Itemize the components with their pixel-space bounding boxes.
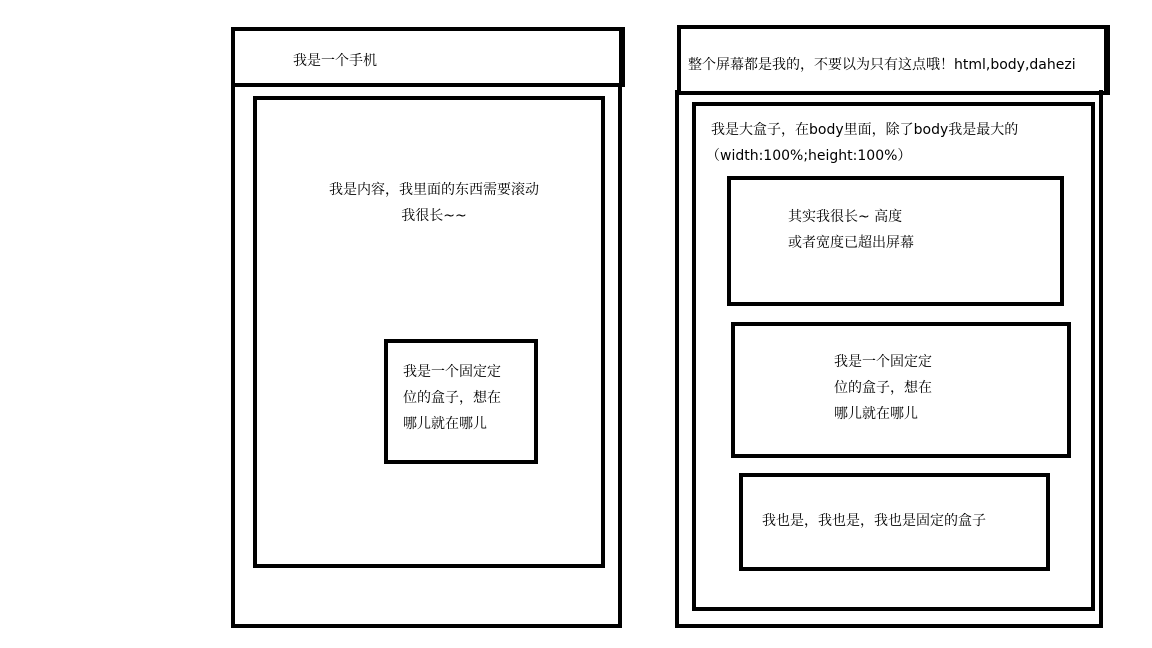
long-box-text-line-1: 其实我很长~ 高度 <box>788 209 903 225</box>
content-text-line-1: 我是内容，我里面的东西需要滚动 <box>329 182 539 198</box>
big-box-text-line-2: （width:100%;height:100%） <box>706 148 912 164</box>
also-fixed-box-text: 我也是，我也是，我也是固定的盒子 <box>762 513 986 529</box>
fixed-box-text-line-2: 位的盒子，想在 <box>403 390 501 406</box>
fixed-box-text-line-3: 哪儿就在哪儿 <box>403 416 487 432</box>
fixed-box-text-line-1: 我是一个固定定 <box>403 364 501 380</box>
fixed-box-right-text-line-2: 位的盒子，想在 <box>834 380 932 396</box>
phone-label: 我是一个手机 <box>293 53 377 69</box>
content-text-line-2: 我很长~~ <box>401 208 467 224</box>
screen-label: 整个屏幕都是我的，不要以为只有这点哦！html,body,dahezi <box>688 57 1076 73</box>
long-box-text-line-2: 或者宽度已超出屏幕 <box>788 235 914 251</box>
scroll-content-box <box>253 96 605 568</box>
phone-header-bar <box>231 27 625 87</box>
big-box-text-line-1: 我是大盒子，在body里面，除了body我是最大的 <box>711 122 1019 138</box>
screen-header-bar <box>677 25 1110 95</box>
fixed-box-right-text-line-3: 哪儿就在哪儿 <box>834 406 918 422</box>
fixed-box-right-text-line-1: 我是一个固定定 <box>834 354 932 370</box>
